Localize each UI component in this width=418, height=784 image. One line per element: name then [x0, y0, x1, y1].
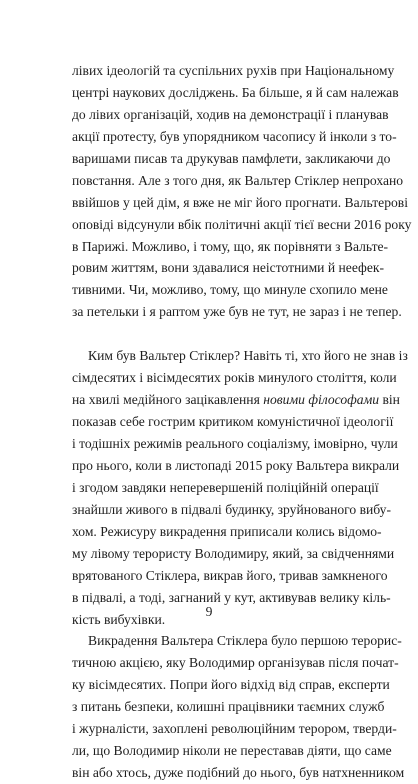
text-line: до лівих організацій, ходив на демонстрації і планував [72, 106, 389, 122]
text-line: центрі наукових досліджень. Ба більше, я й сам належав [72, 84, 399, 100]
text-line: в підвалі, а тоді, загнаний у кут, активував велику кіль- [72, 589, 391, 605]
text-line: ли, що Володимир ніколи не переставав діяти, що саме [72, 743, 392, 759]
text-line: ровим життям, вони здавалися неістотними й неефек- [72, 260, 385, 276]
page-number: 9 [205, 604, 213, 619]
text-line: лівих ідеологій та суспільних рухів при Національному [72, 63, 395, 78]
text-line [72, 389, 400, 411]
text-line: ввійшов у цей дім, я вже не міг його прогнати. Вальтерові [72, 194, 408, 210]
text-line: оповіді відсунули вбік політичні акції тієї весни 2016 року [72, 216, 412, 232]
text-line: про нього, коли в листопаді 2015 року Вальтера викрали [72, 457, 400, 473]
text-line: повстання. Але з того дня, як Вальтер Стіклер непрохано [72, 172, 404, 188]
italic-term: новими філософами [263, 392, 380, 408]
text-line: варишами писав та друкував памфлети, закликаючи до [72, 150, 391, 166]
text-line: він або хтось, дуже подібний до нього, був натхненником [72, 765, 405, 781]
text-span: на хвилі медійного зацікавлення [72, 392, 264, 408]
text-line: тивними. Чи, можливо, тому, що минуле схопило мене [72, 282, 388, 298]
paragraph [72, 630, 405, 784]
text-line: знайшли живого в підвалі будинку, зруйнованого вибу- [72, 501, 392, 517]
text-line: і журналісти, захоплені революційним терором, тверди- [72, 721, 397, 737]
text-line: показав себе гострим критиком комуністичної ідеології [72, 414, 394, 430]
text-span: він [379, 392, 400, 408]
text-line: ку вісімдесятих. Попри його відхід від справ, експерти [72, 677, 390, 693]
section-break [72, 323, 361, 345]
text-line: врятованого Стіклера, викрав його, тривав замкненого [72, 567, 388, 583]
text-line: акції протесту, був упорядником часопису й інколи з то- [72, 128, 397, 144]
text-line: Викрадення Вальтера Стіклера було першою терорис- [88, 633, 402, 649]
text-line: і тодішніх режимів реального соціалізму, імовірно, чули [72, 436, 398, 451]
book-page-text [72, 60, 412, 784]
text-line: тичною акцією, яку Володимир організував після почат- [72, 655, 399, 671]
paragraph [72, 345, 408, 630]
text-line: і згодом завдяки неперевершеній поліційній операції [72, 479, 379, 495]
text-line: кість вибухівки. [72, 611, 166, 627]
text-line: му лівому терористу Володимиру, який, за свідченнями [72, 545, 395, 561]
text-line: сімдесятих і вісімдесятих років минулого століття, коли [72, 370, 397, 386]
text-line: Ким був Вальтер Стіклер? Навіть ті, хто його не знав із [88, 348, 408, 364]
text-line: в Парижі. Можливо, і тому, що, як порівняти з Вальте- [72, 238, 389, 254]
text-line: за петельки і я раптом уже був не тут, не зараз і не тепер. [72, 304, 402, 320]
text-line: хом. Режисуру викрадення приписали колись відомо- [72, 523, 382, 539]
paragraph [72, 60, 412, 323]
text-line: з питань безпеки, колишні працівники таємних служб [72, 699, 385, 715]
